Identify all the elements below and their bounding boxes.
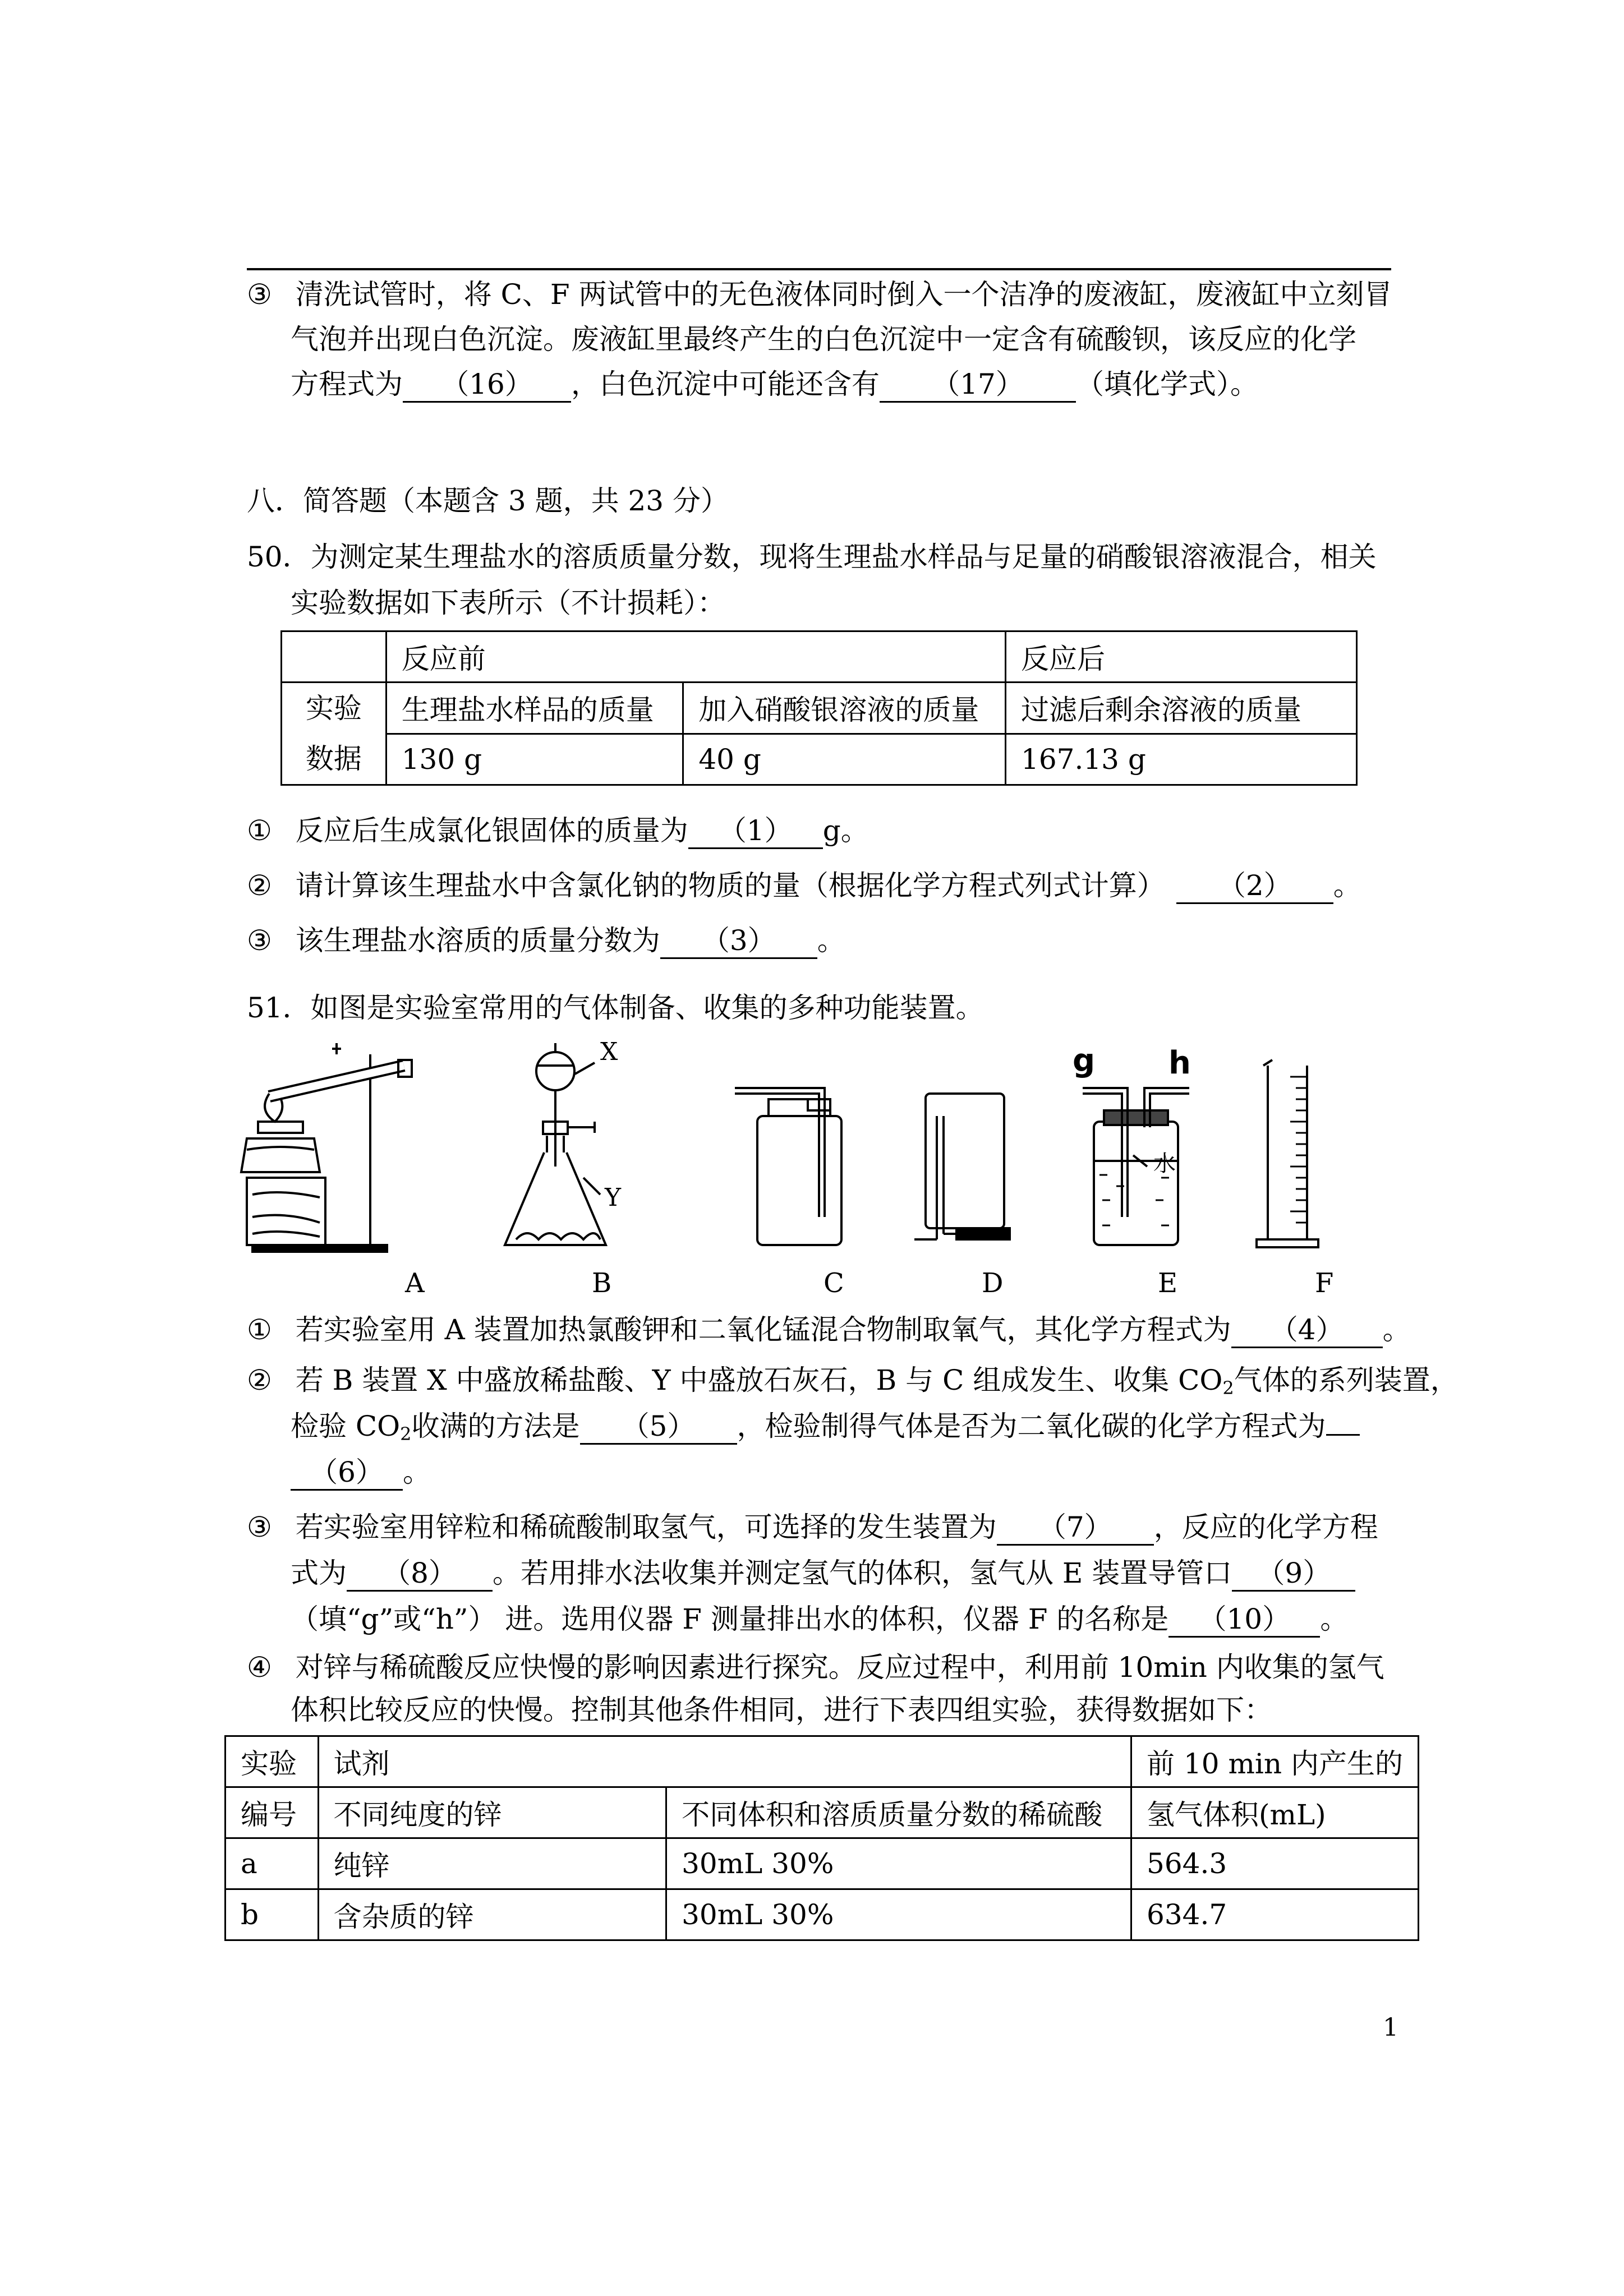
table-col-sample-mass: 生理盐水样品的质量: [386, 683, 683, 734]
answer-blank-5[interactable]: （5）: [580, 1409, 737, 1445]
item-marker: ①: [247, 1313, 272, 1346]
label-water: 水: [1153, 1151, 1176, 1177]
item-marker: ②: [247, 869, 272, 902]
q49-item3-text1: 清洗试管时，将 C、F 两试管中的无色液体同时倒入一个洁净的废液缸，废液缸中立刻冒: [295, 278, 1392, 311]
answer-blank-7[interactable]: （7）: [997, 1510, 1154, 1546]
answer-blank-10[interactable]: （10）: [1168, 1602, 1320, 1638]
q51-item3-line2: [291, 1553, 1355, 1593]
table-cell-id: a: [226, 1838, 319, 1889]
table-cell-volume: 564.3: [1131, 1838, 1419, 1889]
label-y: Y: [605, 1183, 622, 1212]
q51-item1: [247, 1310, 1411, 1349]
table-cell-acid: 30mL 30%: [666, 1838, 1131, 1889]
q50-data-table: [280, 630, 1358, 786]
q51-item3-line3: [291, 1599, 1348, 1639]
label-h: h: [1168, 1045, 1191, 1081]
table-cell-zinc: 含杂质的锌: [318, 1889, 666, 1940]
q49-item3-line3: [291, 365, 1258, 404]
row-label-line1: 实验: [305, 692, 362, 725]
answer-blank-17[interactable]: （17）: [880, 367, 1076, 403]
answer-blank-6[interactable]: （6）: [291, 1455, 403, 1491]
apparatus-label-a: A: [405, 1267, 425, 1299]
text: 式为: [291, 1557, 347, 1589]
text: （填“g”或“h”） 进。选用仪器 F 测量排出水的体积，仪器 F 的名称是: [291, 1603, 1169, 1635]
text: 气体的系列装置，: [1234, 1364, 1459, 1396]
q50-item2: [247, 866, 1361, 905]
answer-blank-16[interactable]: （16）: [403, 367, 571, 403]
q51-zinc-table: [224, 1735, 1419, 1941]
answer-blank-8[interactable]: （8）: [347, 1556, 493, 1592]
text: 。: [1382, 1313, 1411, 1346]
q51-item4-line2: 体积比较反应的快慢。控制其他条件相同，进行下表四组实验，获得数据如下：: [291, 1694, 1272, 1726]
answer-blank-9[interactable]: （9）: [1232, 1556, 1355, 1592]
text: 。: [403, 1456, 431, 1488]
table-cell-value: 130 g: [386, 734, 683, 785]
table-header-after: 反应后: [1006, 631, 1357, 683]
label-g: g: [1073, 1043, 1096, 1079]
page-number: 1: [1383, 2013, 1398, 2042]
table-cell-value: 167.13 g: [1006, 734, 1357, 785]
table-header-volume-2: 氢气体积(mL): [1131, 1787, 1419, 1838]
table-header-before: 反应前: [386, 631, 1005, 683]
table-cell-zinc: 纯锌: [318, 1838, 666, 1889]
apparatus-label-c: C: [823, 1267, 844, 1299]
text: 该生理盐水溶质的质量分数为: [295, 924, 660, 957]
table-row: [226, 1889, 1419, 1940]
q51-item3-line1: [247, 1507, 1378, 1547]
text: 若实验室用 A 装置加热氯酸钾和二氧化锰混合物制取氧气，其化学方程式为: [295, 1313, 1231, 1346]
table-row: [226, 1838, 1419, 1889]
item-marker: ②: [247, 1364, 272, 1396]
answer-blank-4[interactable]: （4）: [1231, 1313, 1383, 1348]
apparatus-c-gas-bottle: [735, 1088, 841, 1245]
apparatus-a-heating-setup: [241, 1043, 412, 1252]
item-marker: ③: [247, 278, 272, 311]
apparatus-label-f: F: [1315, 1267, 1334, 1299]
answer-blank-1[interactable]: （1）: [688, 814, 823, 849]
apparatus-label-e: E: [1158, 1267, 1178, 1299]
top-rule: [247, 268, 1391, 270]
apparatus-f-graduated-cylinder: [1257, 1060, 1318, 1247]
text: 。: [817, 924, 845, 957]
table-cell-empty: [282, 631, 387, 683]
answer-blank-3[interactable]: （3）: [660, 924, 817, 959]
apparatus-label-d: D: [982, 1267, 1004, 1299]
text: ，检验制得气体是否为二氧化碳的化学方程式为: [737, 1410, 1326, 1442]
table-header-zinc: 不同纯度的锌: [318, 1787, 666, 1838]
table-header-exp-1: 实验: [226, 1736, 319, 1787]
text: 方程式为: [291, 368, 403, 400]
answer-blank-6-start: [1326, 1434, 1360, 1436]
text: 对锌与稀硫酸反应快慢的影响因素进行探究。反应过程中，利用前 10min 内收集的氢气: [295, 1651, 1384, 1684]
text: ，反应的化学方程: [1153, 1511, 1378, 1543]
label-x: X: [600, 1038, 618, 1066]
table-cell-volume: 634.7: [1131, 1889, 1419, 1940]
text: 若 B 装置 X 中盛放稀盐酸、Y 中盛放石灰石，B 与 C 组成发生、收集 CO: [295, 1364, 1223, 1396]
table-row-label: [282, 683, 387, 785]
q50-stem-line2: 实验数据如下表所示（不计损耗）：: [291, 587, 725, 619]
q50-item3: [247, 921, 845, 960]
table-header-reagent: 试剂: [318, 1736, 1131, 1787]
text: （填化学式）。: [1076, 368, 1258, 400]
table-cell-id: b: [226, 1889, 319, 1940]
text: g。: [822, 814, 869, 847]
apparatus-d-inverted-cylinder: [914, 1094, 1010, 1239]
item-marker: ③: [247, 1511, 272, 1543]
text: 反应后生成氯化银固体的质量为: [295, 814, 688, 847]
text: 收满的方法是: [411, 1410, 580, 1442]
table-cell-value: 40 g: [683, 734, 1006, 785]
apparatus-figure: [236, 1032, 1380, 1256]
table-col-remaining-mass: 过滤后剩余溶液的质量: [1006, 683, 1357, 734]
apparatus-label-b: B: [592, 1267, 612, 1299]
q51-item2-line3: [291, 1453, 431, 1492]
table-header-acid: 不同体积和溶质质量分数的稀硫酸: [666, 1787, 1131, 1838]
subscript: 2: [400, 1423, 412, 1445]
item-marker: ①: [247, 814, 272, 847]
text: 若实验室用锌粒和稀硫酸制取氢气，可选择的发生装置为: [295, 1511, 997, 1543]
item-marker: ④: [247, 1651, 272, 1684]
apparatus-b-flask-funnel: [505, 1043, 606, 1245]
q51-item4-line1: [247, 1648, 1384, 1687]
q50-stem-line1: 50．为测定某生理盐水的溶质质量分数，现将生理盐水样品与足量的硝酸银溶液混合，相关: [247, 541, 1377, 573]
table-cell-acid: 30mL 30%: [666, 1889, 1131, 1940]
q51-item2-line2: [291, 1407, 1360, 1446]
q49-item3-line1: [247, 275, 1392, 314]
subscript: 2: [1222, 1377, 1234, 1399]
answer-blank-2[interactable]: （2）: [1176, 869, 1333, 904]
item-marker: ③: [247, 924, 272, 957]
text: 检验 CO: [291, 1410, 401, 1442]
q51-stem: 51．如图是实验室常用的气体制备、收集的多种功能装置。: [247, 992, 984, 1024]
table-header-volume-1: 前 10 min 内产生的: [1131, 1736, 1419, 1787]
row-label-line2: 数据: [305, 743, 362, 775]
text: ，白色沉淀中可能还含有: [571, 368, 880, 400]
text: 。若用排水法收集并测定氢气的体积，氢气从 E 装置导管口: [493, 1557, 1232, 1589]
text: 。: [1320, 1603, 1349, 1635]
table-header-exp-2: 编号: [226, 1787, 319, 1838]
q49-item3-line2: 气泡并出现白色沉淀。废液缸里最终产生的白色沉淀中一定含有硫酸钡，该反应的化学: [291, 323, 1356, 356]
q51-item2-line1: [247, 1361, 1459, 1400]
table-col-silver-nitrate-mass: 加入硝酸银溶液的质量: [683, 683, 1006, 734]
section-title: 八．简答题（本题含 3 题，共 23 分）: [247, 485, 729, 517]
q50-item1: [247, 811, 869, 850]
text: 。: [1333, 869, 1361, 902]
text: 请计算该生理盐水中含氯化钠的物质的量（根据化学方程式列式计算）: [295, 869, 1165, 902]
